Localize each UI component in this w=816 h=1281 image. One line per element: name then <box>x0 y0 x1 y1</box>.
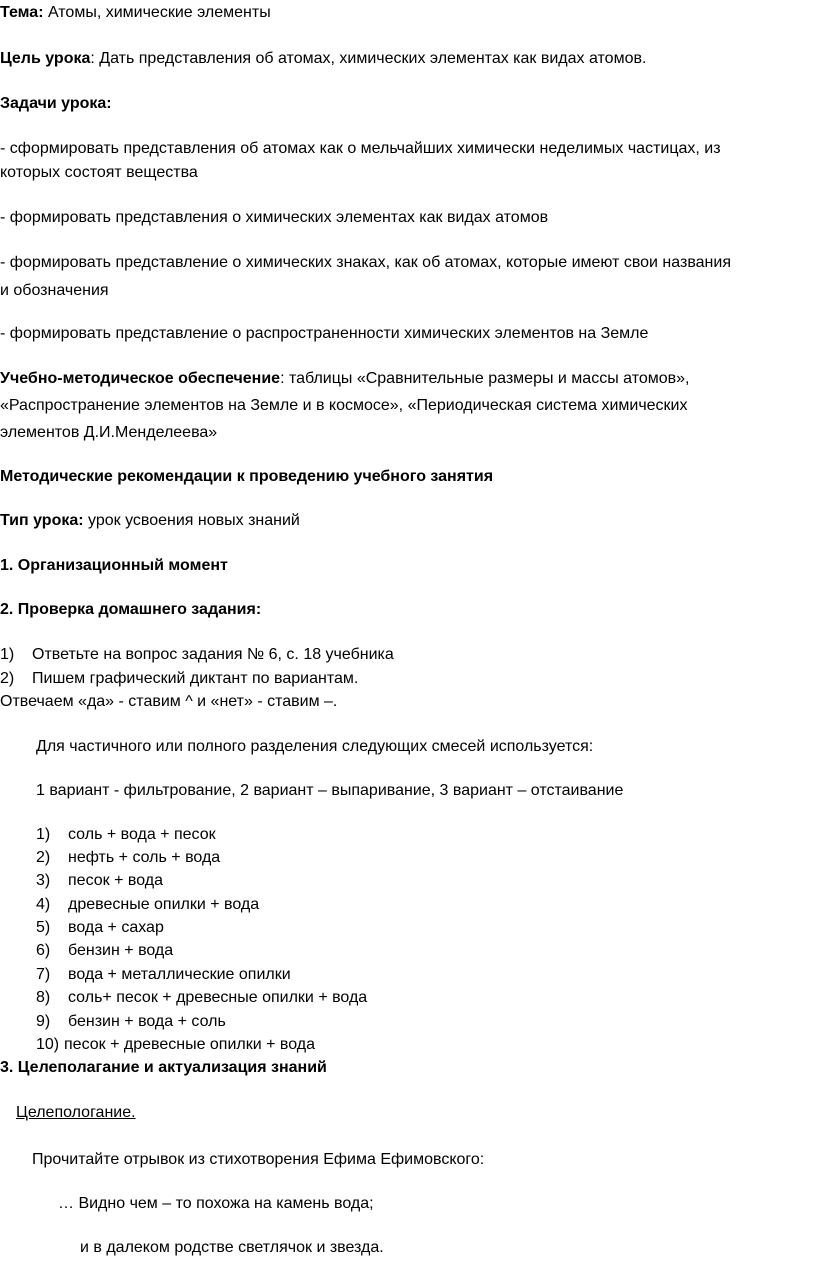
task-item-1-line-1: - сформировать представления об атомах как о мельчайших химически неделимых частицах, из <box>0 140 721 157</box>
mixture-text: нефть + соль + вода <box>68 849 221 866</box>
mixture-number: 2) <box>36 849 51 866</box>
lesson-type-value: урок усвоения новых знаний <box>83 512 300 529</box>
goal-setting-heading: Целепологание. <box>16 1104 136 1121</box>
recommendations-heading: Методические рекомендации к проведению учебного занятия <box>0 468 494 485</box>
mixture-number: 9) <box>36 1013 51 1030</box>
homework-item-2-number: 2) <box>0 670 15 687</box>
task-item-1-line-2: которых состоят вещества <box>0 164 198 181</box>
task-item-3-line-2: и обозначения <box>0 282 109 299</box>
mixture-item <box>36 1035 315 1055</box>
mixture-text: соль + вода + песок <box>68 826 216 843</box>
mixture-item <box>36 871 163 891</box>
task-item-2: - формировать представления о химических элементах как видах атомов <box>0 209 549 226</box>
support-text-1: : таблицы «Сравнительные размеры и массы атомов», <box>280 370 690 387</box>
mixture-item <box>36 918 164 938</box>
poem-line-2: и в далеком родстве светлячок и звезда. <box>80 1239 384 1256</box>
mixture-item <box>36 988 367 1008</box>
mixture-item <box>36 895 259 915</box>
homework-item-1 <box>0 645 394 665</box>
mixture-number: 5) <box>36 919 51 936</box>
mixture-number: 4) <box>36 896 51 913</box>
mixture-text: соль+ песок + древесные опилки + вода <box>68 989 368 1006</box>
support-label: Учебно-методическое обеспечение <box>0 370 281 387</box>
goal-label: Цель урока <box>0 50 91 67</box>
mixture-item <box>36 941 173 961</box>
lesson-type-line <box>0 511 300 531</box>
topic-line <box>0 3 271 23</box>
tasks-heading: Задачи урока: <box>0 95 112 112</box>
mixture-text: бензин + вода <box>68 942 174 959</box>
mixture-item <box>36 848 220 868</box>
mixture-item <box>36 1012 226 1032</box>
homework-item-1-number: 1) <box>0 646 15 663</box>
mixture-text: песок + древесные опилки + вода <box>64 1036 316 1053</box>
topic-label: Тема: <box>0 4 44 21</box>
task-item-4: - формировать представление о распространенности химических элементов на Земле <box>0 325 649 342</box>
mixture-text: бензин + вода + соль <box>68 1013 226 1030</box>
homework-item-2 <box>0 669 358 689</box>
support-line-1 <box>0 369 689 389</box>
mixture-number: 6) <box>36 942 51 959</box>
mixture-item <box>36 825 216 845</box>
mixture-number: 7) <box>36 966 51 983</box>
mixture-text: древесные опилки + вода <box>68 896 260 913</box>
section-2-heading: 2. Проверка домашнего задания: <box>0 601 262 618</box>
section-3-heading: 3. Целеполагание и актуализация знаний <box>0 1059 327 1076</box>
mixture-text: вода + металлические опилки <box>68 966 291 983</box>
mixture-item <box>36 965 291 985</box>
mixture-text: вода + сахар <box>68 919 164 936</box>
mixture-number: 1) <box>36 826 51 843</box>
support-line-3: элементов Д.И.Менделеева» <box>0 424 218 441</box>
mixture-number: 8) <box>36 989 51 1006</box>
homework-item-2-text: Пишем графический диктант по вариантам. <box>32 670 359 687</box>
task-item-3-line-1: - формировать представление о химических знаках, как об атомах, которые имеют свои названия <box>0 254 731 271</box>
poem-prompt: Прочитайте отрывок из стихотворения Ефима Ефимовского: <box>32 1151 485 1168</box>
answer-rule: Отвечаем «да» - ставим ^ и «нет» - ставим –. <box>0 693 338 710</box>
goal-value: : Дать представления об атомах, химических элементах как видах атомов. <box>90 50 647 67</box>
poem-line-1: … Видно чем – то похожа на камень вода; <box>58 1195 374 1212</box>
mixture-number: 10) <box>36 1036 60 1053</box>
dictation-intro: Для частичного или полного разделения следующих смесей используется: <box>36 738 594 755</box>
dictation-variants: 1 вариант - фильтрование, 2 вариант – выпаривание, 3 вариант – отстаивание <box>36 782 624 799</box>
mixture-number: 3) <box>36 872 51 889</box>
topic-value: Атомы, химические элементы <box>43 4 271 21</box>
support-line-2: «Распространение элементов на Земле и в космосе», «Периодическая система химических <box>0 397 688 414</box>
homework-item-1-text: Ответьте на вопрос задания № 6, с. 18 учебника <box>32 646 394 663</box>
section-1-heading: 1. Организационный момент <box>0 557 228 574</box>
goal-line <box>0 49 646 69</box>
lesson-type-label: Тип урока: <box>0 512 84 529</box>
mixture-text: песок + вода <box>68 872 163 889</box>
